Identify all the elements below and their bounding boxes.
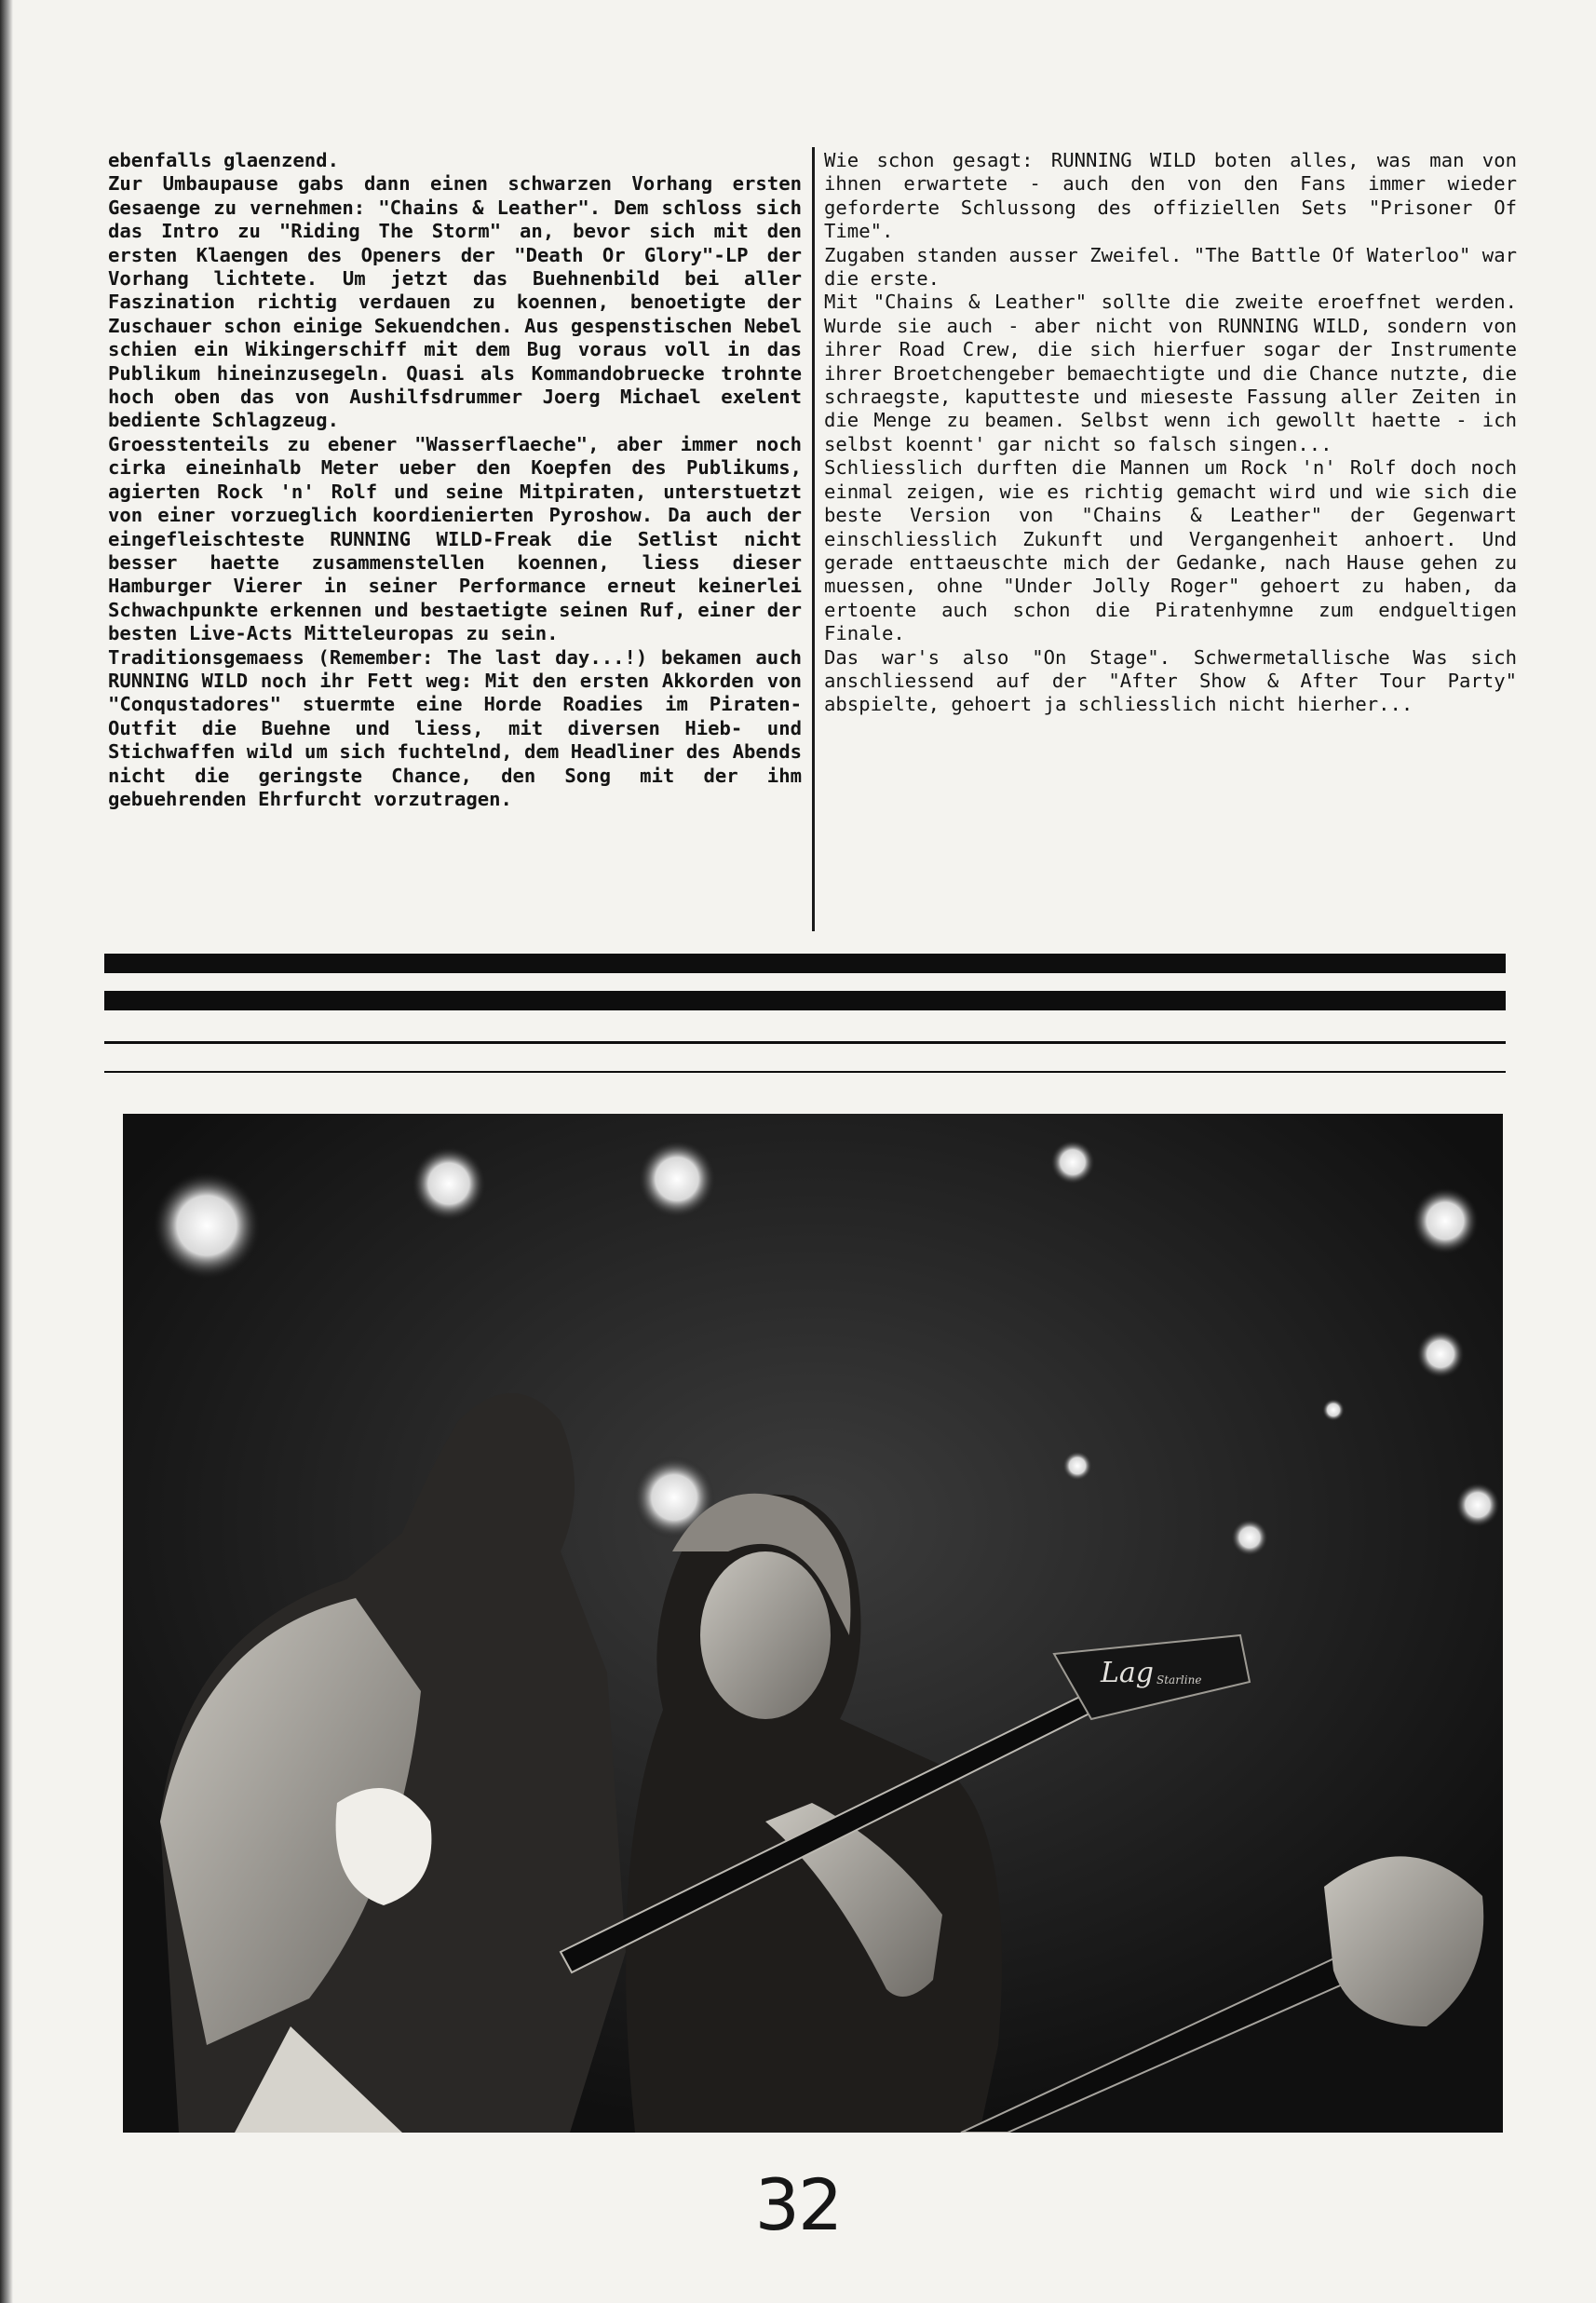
stage-light — [1050, 1140, 1095, 1185]
article-paragraph: Zur Umbaupause gabs dann einen schwarzen Vorhang ersten Gesaenge zu vernehmen: "Chains & Leather". Dem schloss sich das Intro zu "Riding The Storm" an, bevor sich mit den ersten Klaengen des Openers der "Death Or Glory"-LP der Vorhang lichtete. Um jetzt das Buehnenbild bei aller Faszination richtig verdauen zu koennen, benoetigte der Zuschauer schon einige Sekuendchen. Aus gespenstischen Nebel schien ein Wikingerschiff mit dem Bug voraus voll in das Publikum hineinzusegeln. Quasi als Kommandobruecke trohnte hoch oben das von Aushilfsdrummer Joerg Michael exelent bediente Schlagzeug. — [108, 172, 802, 432]
thin-rule — [104, 1071, 1506, 1073]
article-paragraph: Schliesslich durften die Mannen um Rock 'n' Rolf doch noch einmal zeigen, wie es richtig gemacht wird und wie sich die beste Version von "Chains & Leather" der Gegenwart einschliesslich Zukunft und Vergangenheit anhoert. Und gerade enttaeuschte mich der Gedanke, nach Hause gehen zu muessen, ohne "Under Jolly Roger" gehoert zu haben, da ertoente auch schon die Piratenhymne zum endgueltigen Finale. — [824, 456, 1517, 645]
article-column-left — [108, 149, 802, 811]
article-paragraph: Groesstenteils zu ebener "Wasserflaeche", aber immer noch cirka eineinhalb Meter ueber den Koepfen des Publikums, agierten Rock 'n' Rolf und seine Mitpiraten, unterstuetzt von einer vorzueglich koordienierten Pyroshow. Da auch der eingefleischteste RUNNING WILD-Freak die Setlist nicht besser haette zusammenstellen koennen, liess dieser Hamburger Vierer in seiner Performance erneut keinerlei Schwachpunkte erkennen und bestaetigte seinen Ruf, einer der besten Live-Acts Mitteleuropas zu sein. — [108, 432, 802, 645]
concert-photo — [123, 1114, 1503, 2133]
stage-light — [1062, 1451, 1092, 1481]
article-paragraph: Mit "Chains & Leather" sollte die zweite eroeffnet werden. Wurde sie auch - aber nicht von RUNNING WILD, sondern von ihrer Road Crew, die sich hierfuer sogar der Instrumente ihrer Broetchengeber bemaechtigte und die Chance nutzte, die schraegste, kaputteste und mieseste Fassung aller Zeiten in die Menge zu beamen. Selbst wenn ich gewollt haette - ich selbst koennt' gar nicht so falsch singen... — [824, 291, 1517, 455]
guitar-model: Starline — [1156, 1673, 1202, 1687]
column-divider — [812, 147, 815, 931]
article-paragraph: Zugaben standen ausser Zweifel. "The Battle Of Waterloo" war die erste. — [824, 243, 1517, 291]
stage-light — [1231, 1519, 1268, 1556]
guitar-logo: Lag — [1101, 1657, 1155, 1689]
page-number: 32 — [754, 2163, 842, 2246]
thick-rule — [104, 991, 1506, 1010]
stage-light — [1322, 1399, 1345, 1421]
stage-light — [1416, 1330, 1465, 1378]
article-paragraph: Wie schon gesagt: RUNNING WILD boten alles, was man von ihnen erwartete - auch den von den Fans immer wieder geforderte Schlussong des offiziellen Sets "Prisoner Of Time". — [824, 149, 1517, 243]
thin-rule — [104, 1041, 1506, 1044]
article-paragraph: Traditionsgemaess (Remember: The last day...!) bekamen auch RUNNING WILD noch ihr Fett weg: Mit den ersten Akkorden von "Conqustadores" stuermte eine Horde Roadies im Piraten-Outfit die Buehne und liess, mit diversen Hieb- und Stichwaffen wild um sich fuchtelnd, dem Headliner des Abends nicht die geringste Chance, den Song mit der ihm gebuehrenden Ehrfurcht vorzutragen. — [108, 645, 802, 810]
stage-light — [153, 1172, 261, 1280]
thick-rule — [104, 954, 1506, 973]
stage-light — [638, 1140, 716, 1218]
guitarist-right-face — [700, 1551, 831, 1719]
scan-edge-shadow — [0, 0, 13, 2303]
article-column-right — [824, 149, 1517, 717]
stage-light — [1412, 1187, 1479, 1254]
article-paragraph: Das war's also "On Stage". Schwermetallische Was sich anschliessend auf der "After Show & After Tour Party" abspielte, gehoert ja schliesslich nicht hierher... — [824, 645, 1517, 716]
article-paragraph: ebenfalls glaenzend. — [108, 149, 339, 171]
stage-light — [1455, 1483, 1500, 1527]
stage-light — [412, 1146, 486, 1221]
